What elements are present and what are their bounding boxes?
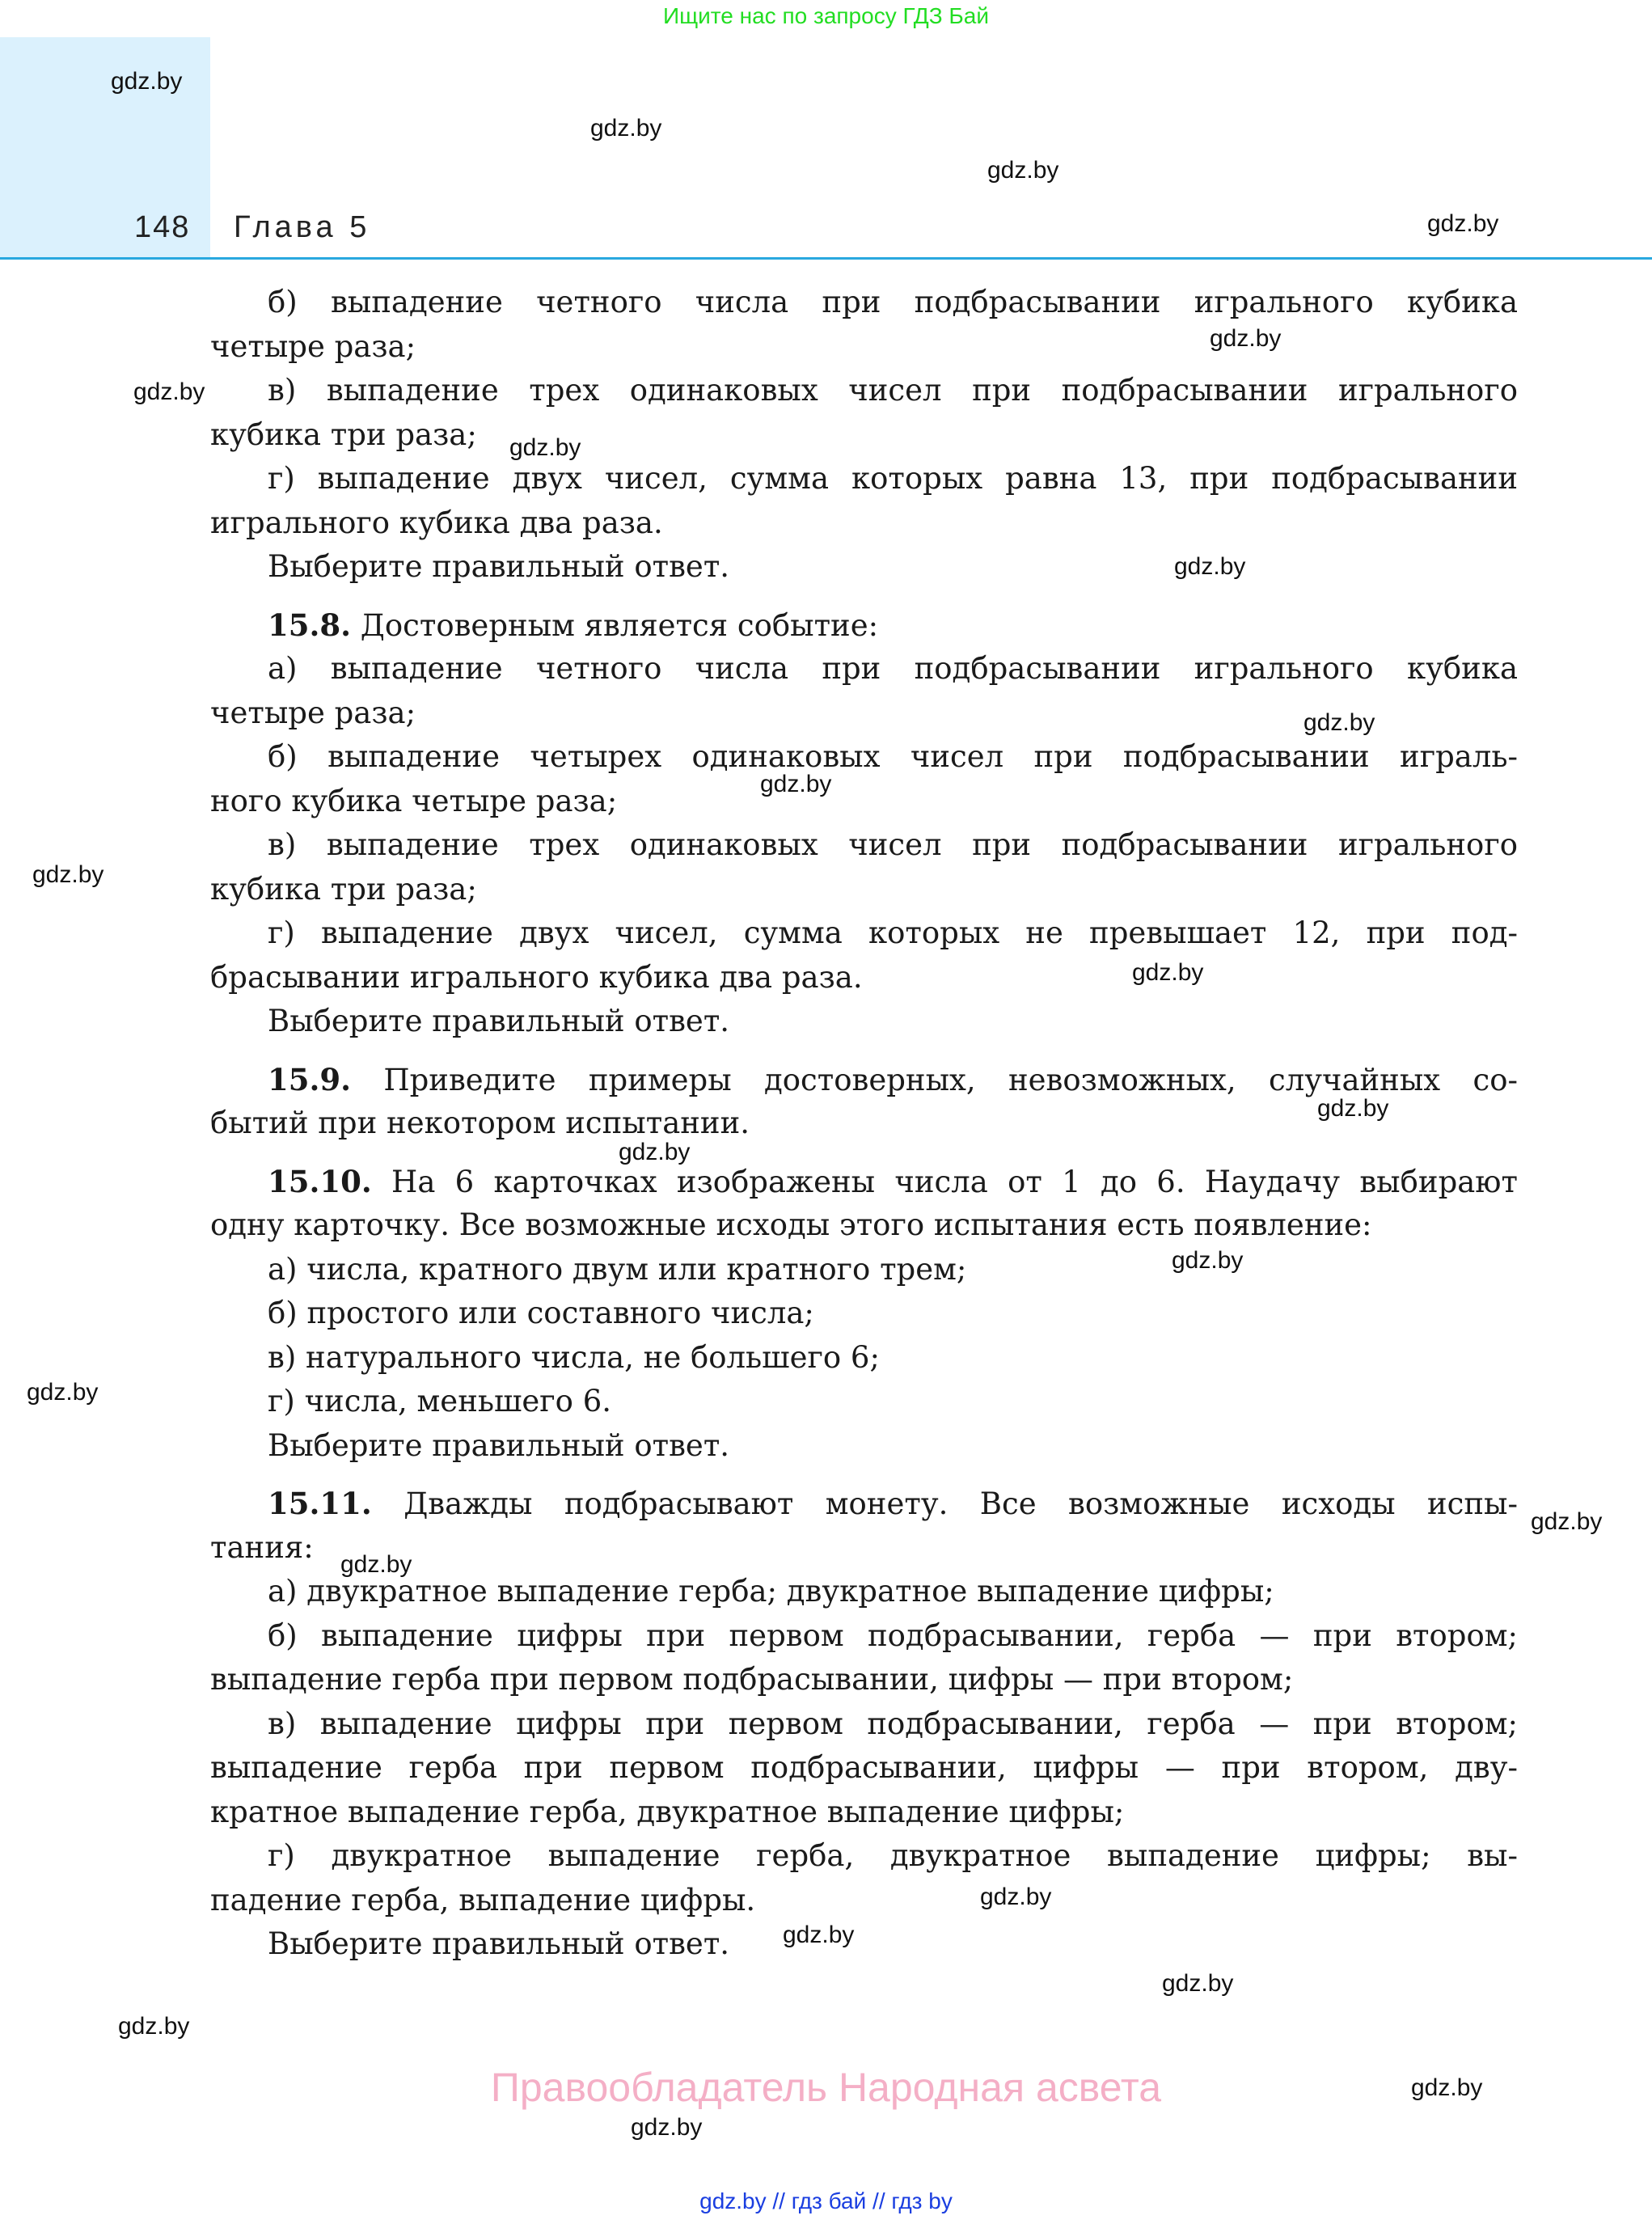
text-line — [210, 281, 1518, 325]
watermark: gdz.by — [1174, 553, 1246, 580]
line-text: а) числа, кратного двум или кратного трем; — [268, 1251, 967, 1287]
line-text: в) выпадение трех одинаковых чисел при подбрасывании игрального — [268, 827, 1518, 862]
line-text: г) выпадение двух чисел, сумма которых не превышает 12, при под- — [268, 915, 1518, 950]
text-line — [210, 868, 1518, 912]
watermark: gdz.by — [1317, 1095, 1389, 1122]
exercise-continuation — [210, 281, 1518, 590]
line-text: падение герба, выпадение цифры. — [210, 1882, 756, 1917]
line-text: Выберите правильный ответ. — [268, 1427, 730, 1463]
line-text: На 6 карточках изображены числа от 1 до 6. Наудачу выбирают — [391, 1164, 1518, 1199]
text-line — [210, 1380, 1518, 1424]
line-text: кубика три раза; — [210, 871, 477, 907]
line-text: б) выпадение четырех одинаковых чисел при подбрасывании играль- — [268, 739, 1518, 774]
text-line — [210, 369, 1518, 413]
text-line — [210, 1746, 1518, 1791]
watermark: gdz.by — [1427, 210, 1499, 237]
line-text: выпадение герба при первом подбрасывании, цифры — при втором; — [210, 1662, 1294, 1697]
exercise-number: 15.10. — [268, 1163, 372, 1199]
line-text: в) выпадение трех одинаковых чисел при подбрасывании игрального — [268, 373, 1518, 408]
line-text: тания: — [210, 1529, 314, 1565]
watermark: gdz.by — [631, 2114, 703, 2141]
footer-links[interactable]: gdz.by // гдз бай // гдз by — [699, 2188, 953, 2213]
line-text: Дважды подбрасывают монету. Все возможные исходы испы- — [403, 1486, 1519, 1521]
line-text: а) двукратное выпадение герба; двукратное выпадение цифры; — [268, 1574, 1274, 1609]
watermark: gdz.by — [118, 2013, 190, 2040]
line-text: а) выпадение четного числа при подбрасывании игрального кубика — [268, 651, 1518, 686]
watermark: gdz.by — [590, 115, 662, 142]
watermark: gdz.by — [619, 1139, 691, 1165]
line-text: б) простого или составного числа; — [268, 1296, 814, 1330]
text-line — [210, 735, 1518, 780]
watermark: gdz.by — [1303, 709, 1375, 736]
line-text: Выберите правильный ответ. — [268, 1926, 730, 1961]
text-line — [210, 1336, 1518, 1380]
text-line — [210, 1922, 1518, 1967]
watermark: gdz.by — [783, 1922, 855, 1948]
text-line — [210, 911, 1518, 956]
text-line — [210, 956, 1518, 1000]
watermark: gdz.by — [111, 68, 183, 95]
line-text: четыре раза; — [210, 328, 416, 364]
line-text: кубика три раза; — [210, 416, 477, 452]
line-text: г) числа, меньшего 6. — [268, 1384, 612, 1419]
line-text: выпадение герба при первом подбрасывании, цифры — при втором, дву- — [210, 1750, 1518, 1785]
page-number: 148 — [134, 210, 191, 244]
exercise-number: 15.9. — [268, 1061, 351, 1097]
page-content — [210, 281, 1518, 1967]
text-line — [210, 647, 1518, 691]
watermark: gdz.by — [133, 378, 205, 405]
text-line — [210, 1834, 1518, 1879]
watermark: gdz.by — [987, 157, 1059, 184]
line-text: б) выпадение цифры при первом подбрасывании, герба — при втором; — [268, 1617, 1518, 1653]
exercise-15.8 — [210, 603, 1518, 1044]
header-divider — [0, 257, 1652, 260]
exercise-15.10 — [210, 1160, 1518, 1469]
text-line — [210, 545, 1518, 590]
line-text: одну карточку. Все возможные исходы этого испытания есть появление: — [210, 1207, 1372, 1242]
line-text: г) двукратное выпадение герба, двукратное выпадение цифры; вы- — [268, 1838, 1518, 1873]
watermark: gdz.by — [1132, 959, 1204, 986]
copyright-notice: Правообладатель Народная асвета — [490, 2065, 1162, 2110]
exercise-number: 15.11. — [268, 1486, 372, 1521]
watermark: gdz.by — [1411, 2074, 1483, 2101]
watermark: gdz.by — [509, 434, 581, 461]
text-line — [210, 823, 1518, 868]
text-line — [210, 1791, 1518, 1835]
text-line — [210, 603, 1518, 648]
line-text: кратное выпадение герба, двукратное выпадение цифры; — [210, 1794, 1125, 1829]
line-text: б) выпадение четного числа при подбрасывании игрального кубика — [268, 285, 1518, 319]
watermark: gdz.by — [1531, 1508, 1603, 1535]
watermark: gdz.by — [32, 861, 104, 888]
line-text: бытий при некотором испытании. — [210, 1106, 750, 1140]
text-line — [210, 413, 1518, 458]
text-line — [210, 1658, 1518, 1702]
line-text: игрального кубика два раза. — [210, 505, 663, 540]
text-line — [210, 457, 1518, 501]
text-line — [210, 780, 1518, 824]
line-text: брасывании игрального кубика два раза. — [210, 959, 863, 995]
line-text: ного кубика четыре раза; — [210, 783, 618, 818]
text-line — [210, 1879, 1518, 1923]
watermark: gdz.by — [1162, 1970, 1234, 1997]
chapter-title: Глава 5 — [234, 210, 371, 244]
line-text: в) выпадение цифры при первом подбрасывании, герба — при втором; — [268, 1706, 1518, 1741]
watermark: gdz.by — [340, 1551, 412, 1578]
text-line — [210, 1424, 1518, 1469]
exercise-number: 15.8. — [268, 607, 351, 643]
line-text: г) выпадение двух чисел, сумма которых равна 13, при подбрасывании — [268, 461, 1518, 496]
line-text: Приведите примеры достоверных, невозможных, случайных со- — [383, 1062, 1518, 1097]
text-line — [210, 1482, 1518, 1526]
search-banner: Ищите нас по запросу ГДЗ Бай — [662, 3, 990, 28]
line-text: Выберите правильный ответ. — [268, 549, 730, 584]
line-text: Достоверным является событие: — [360, 607, 879, 643]
text-line — [210, 1702, 1518, 1747]
line-text: Выберите правильный ответ. — [268, 1004, 730, 1038]
text-line — [210, 1248, 1518, 1292]
text-line — [210, 501, 1518, 546]
watermark: gdz.by — [27, 1379, 99, 1406]
watermark: gdz.by — [1172, 1247, 1244, 1274]
text-line — [210, 1614, 1518, 1659]
text-line — [210, 325, 1518, 370]
text-line — [210, 1160, 1518, 1204]
line-text: четыре раза; — [210, 695, 416, 730]
watermark: gdz.by — [980, 1884, 1052, 1910]
watermark: gdz.by — [1210, 325, 1282, 352]
watermark: gdz.by — [760, 771, 832, 797]
line-text: в) натурального числа, не большего 6; — [268, 1339, 880, 1375]
text-line — [210, 1203, 1518, 1248]
text-line — [210, 1292, 1518, 1336]
text-line — [210, 1000, 1518, 1044]
